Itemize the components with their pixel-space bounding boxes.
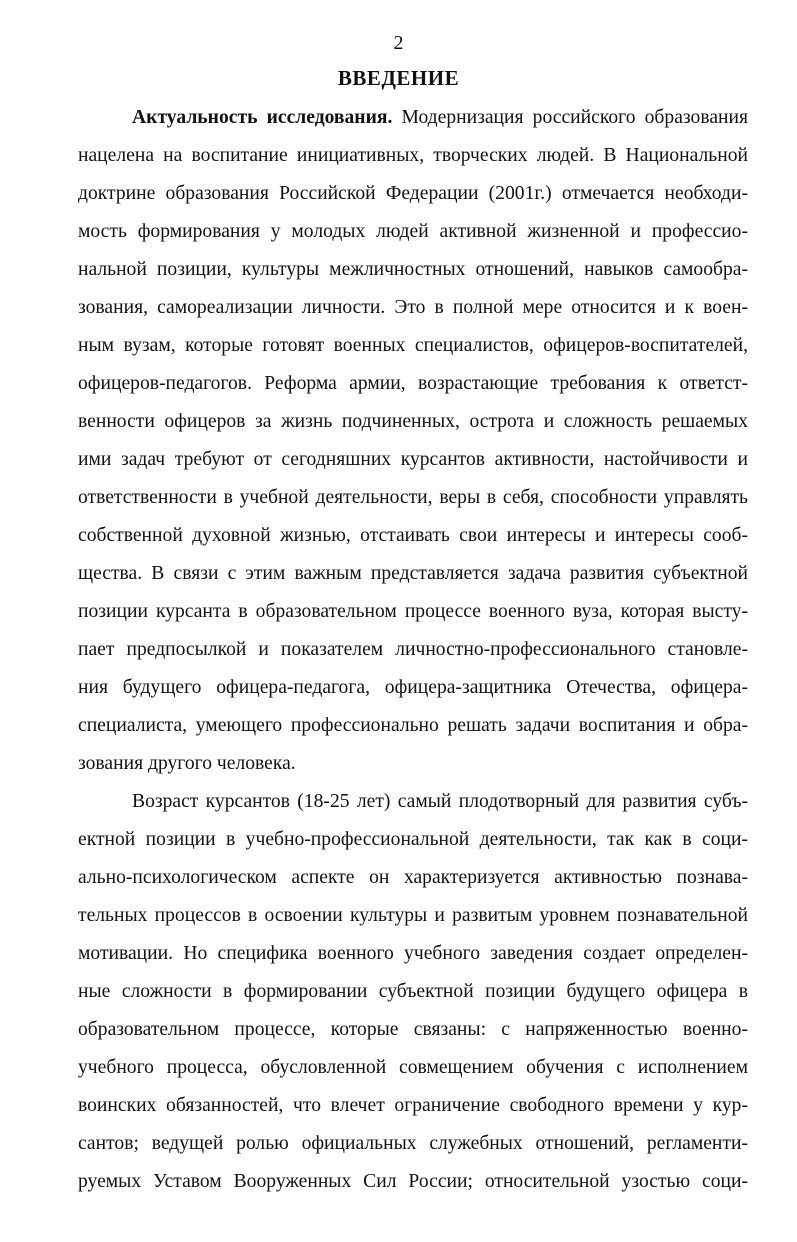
text-line [78, 142, 748, 180]
text-line [78, 598, 748, 636]
line-text: ответственности в учебной деятельности, веры в себя, способности управлять [78, 487, 748, 508]
text-line [78, 826, 748, 864]
line-text: ально-психологическом аспекте он характеризуется активностью познава- [78, 867, 748, 888]
line-text: образовательном процессе, которые связаны: с напряженностью военно- [78, 1019, 748, 1040]
line-text: офицеров-педагогов. Реформа армии, возрастающие требования к ответст- [78, 373, 748, 394]
line-text: ими задач требуют от сегодняшних курсантов активности, настойчивости и [78, 449, 748, 470]
text-line [78, 1016, 748, 1054]
lead-in-bold: Актуальность исследования. [132, 107, 393, 128]
line-text: позиции курсанта в образовательном процессе военного вуза, которая высту- [78, 601, 748, 622]
text-line [78, 978, 748, 1016]
text-line [78, 332, 748, 370]
text-line [78, 104, 748, 142]
text-line [78, 370, 748, 408]
text-line [78, 1054, 748, 1092]
text-line [78, 560, 748, 598]
text-line [78, 484, 748, 522]
line-text: сантов; ведущей ролью официальных служебных отношений, регламенти- [78, 1133, 748, 1154]
line-text: специалиста, умеющего профессионально решать задачи воспитания и обра- [78, 715, 748, 736]
text-line [78, 712, 748, 750]
text-line [78, 1130, 748, 1168]
text-line [78, 408, 748, 446]
text-line [78, 446, 748, 484]
text-line [78, 256, 748, 294]
line-text: зования, самореализации личности. Это в полной мере относится и к воен- [78, 297, 748, 318]
text-line [78, 864, 748, 902]
text-line [78, 940, 748, 978]
line-text: нацелена на воспитание инициативных, творческих людей. В Национальной [78, 145, 748, 166]
line-text: ния будущего офицера-педагога, офицера-защитника Отечества, офицера- [78, 677, 748, 698]
text-line [78, 1092, 748, 1130]
line-text: мотивации. Но специфика военного учебного заведения создает определен- [78, 943, 748, 964]
line-text: руемых Уставом Вооруженных Сил России; относительной узостью соци- [78, 1171, 748, 1192]
text-line [78, 1168, 748, 1206]
paragraph [78, 788, 748, 1206]
line-text: зования другого человека. [78, 753, 296, 774]
text-line [78, 218, 748, 256]
text-line [78, 902, 748, 940]
line-text: воинских обязанностей, что влечет ограничение свободного времени у кур- [78, 1095, 748, 1116]
line-text: тельных процессов в освоении культуры и развитым уровнем познавательной [78, 905, 748, 926]
line-text: щества. В связи с этим важным представляется задача развития субъектной [78, 563, 748, 584]
section-heading: ВВЕДЕНИЕ [337, 66, 460, 90]
text-line [78, 180, 748, 218]
line-text: нальной позиции, культуры межличностных отношений, навыков самообра- [78, 259, 748, 280]
line-text: Модернизация российского образования [392, 107, 748, 128]
text-line [78, 636, 748, 674]
line-text: пает предпосылкой и показателем личностно-профессионального становле- [78, 639, 748, 660]
line-text: ектной позиции в учебно-профессиональной деятельности, так как в соци- [78, 829, 748, 850]
line-text: собственной духовной жизнью, отстаивать свои интересы и интересы сооб- [78, 525, 748, 546]
line-text: ным вузам, которые готовят военных специалистов, офицеров-воспитателей, [78, 335, 748, 356]
document-body [78, 104, 748, 1206]
paragraph [78, 104, 748, 788]
text-line [78, 294, 748, 332]
text-line [78, 522, 748, 560]
line-text: доктрине образования Российской Федерации (2001г.) отмечается необходи- [78, 183, 748, 204]
text-line [78, 750, 748, 788]
line-text: ные сложности в формировании субъектной позиции будущего офицера в [78, 981, 748, 1002]
page-number: 2 [393, 32, 404, 54]
text-line [78, 674, 748, 712]
line-text: мость формирования у молодых людей активной жизненной и профессио- [78, 221, 748, 242]
line-text: венности офицеров за жизнь подчиненных, острота и сложность решаемых [78, 411, 748, 432]
line-text: Возраст курсантов (18-25 лет) самый плодотворный для развития субъ- [132, 791, 748, 812]
text-line [78, 788, 748, 826]
line-text: учебного процесса, обусловленной совмещением обучения с исполнением [78, 1057, 748, 1078]
